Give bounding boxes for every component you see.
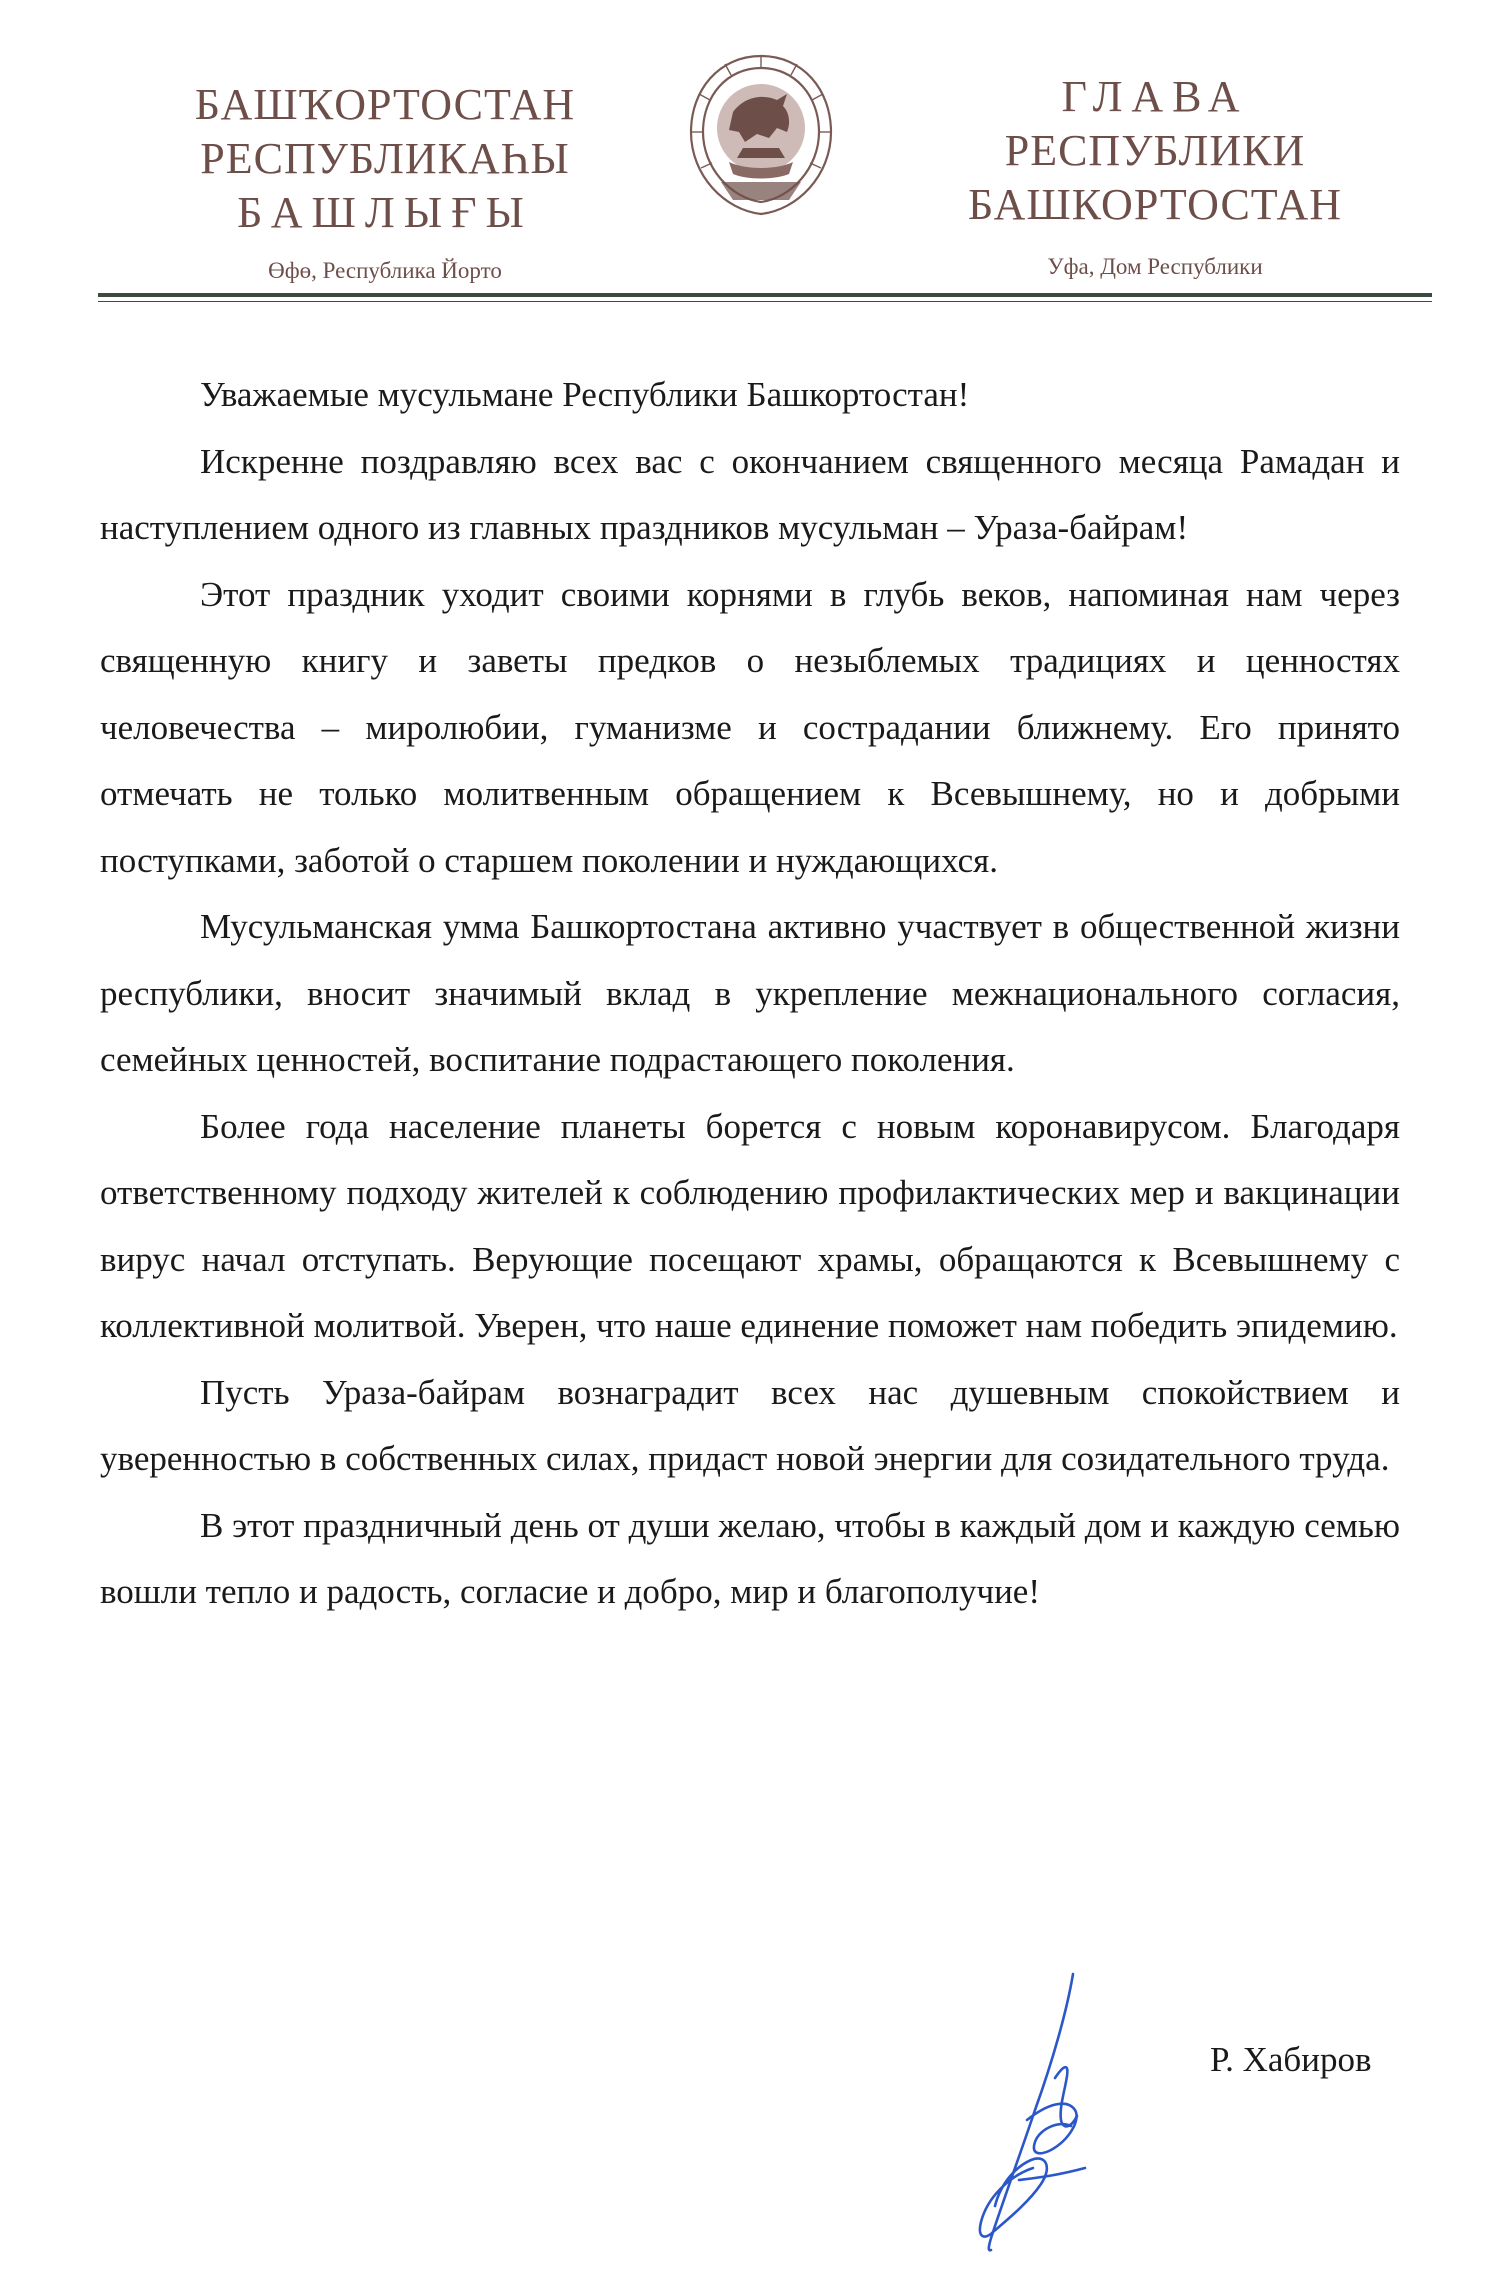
letterhead-russian-block — [940, 70, 1370, 280]
signer-name: Р. Хабиров — [1210, 2040, 1372, 2079]
letter-paragraph: Более года население планеты борется с новым коронавирусом. Благодаря ответственному подходу жителей к соблюдению профилактических мер и вакцинации вирус начал отступать. Верующие посещают храмы, обращаются к Всевышнему с коллективной молитвой. Уверен, что наше единение поможет нам победить эпидемию. — [100, 1106, 1400, 1345]
letterhead-bashkir-block — [170, 78, 600, 284]
letterhead-bashkir-line-3: БАШЛЫҒЫ — [237, 188, 533, 237]
letterhead-russian-line-1: ГЛАВА — [1061, 72, 1249, 121]
letterhead-bashkir-line-2: РЕСПУБЛИКАҺЫ — [200, 134, 570, 183]
letterhead-divider-thick — [98, 293, 1432, 297]
letter-body — [100, 362, 1400, 1626]
letter-paragraph: Мусульманская умма Башкортостана активно участвует в общественной жизни республики, вносит значимый вклад в укрепление межнационального согласия, семейных ценностей, воспитание подрастающего поколения. — [100, 907, 1400, 1079]
letter-paragraph: Пусть Ураза-байрам вознаградит всех нас душевным спокойствием и уверенностью в собственных силах, придаст новой энергии для созидательного труда. — [100, 1372, 1400, 1478]
letterhead — [0, 0, 1500, 320]
letterhead-russian-address: Уфа, Дом Республики — [1047, 254, 1263, 279]
letter-paragraph: В этот праздничный день от души желаю, чтобы в каждый дом и каждую семью вошли тепло и радость, согласие и добро, мир и благополучие! — [100, 1505, 1400, 1611]
letterhead-bashkir-line-1: БАШҠОРТОСТАН — [194, 80, 576, 129]
letter-paragraph: Искренне поздравляю всех вас с окончанием священного месяца Рамадан и наступлением одного из главных праздников мусульман – Ураза-байрам! — [100, 441, 1400, 547]
handwritten-signature-icon — [935, 1970, 1135, 2270]
letterhead-bashkir-address: Өфө, Республика Йорто — [268, 258, 502, 283]
letterhead-russian-line-3: БАШКОРТОСТАН — [967, 180, 1343, 229]
letterhead-divider-thin — [98, 301, 1432, 302]
coat-of-arms-icon — [685, 50, 837, 220]
letter-paragraph: Этот праздник уходит своими корнями в глубь веков, напоминая нам через священную книгу и заветы предков о незыблемых традициях и ценностях человечества – миролюбии, гуманизме и сострадании ближнему. Его принято отмечать не только молитвенным обращением к Всевышнему, но и добрыми поступками, заботой о старшем поколении и нуждающихся. — [100, 574, 1400, 880]
letter-greeting: Уважаемые мусульмане Республики Башкортостан! — [200, 375, 970, 414]
letterhead-russian-line-2: РЕСПУБЛИКИ — [1004, 126, 1306, 175]
